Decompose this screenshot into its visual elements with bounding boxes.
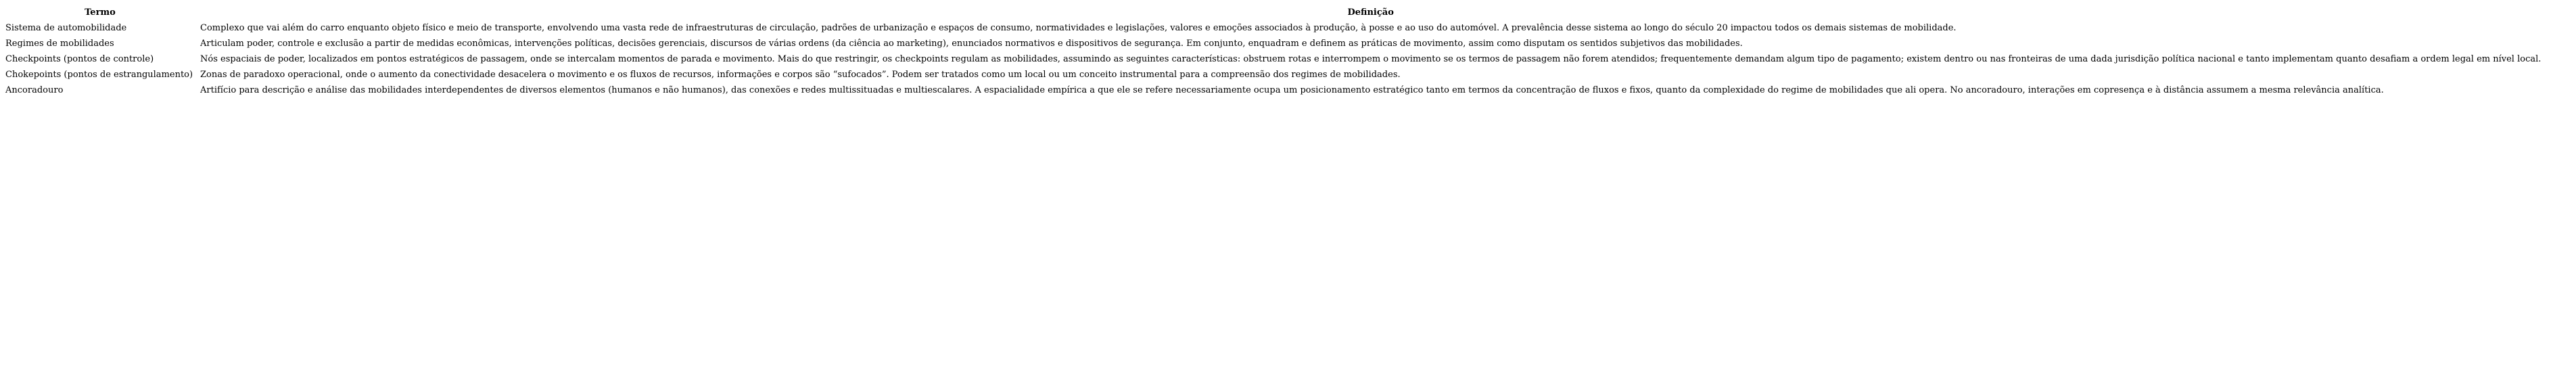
table-row xyxy=(3,20,2544,36)
table-row xyxy=(3,67,2544,83)
table-row xyxy=(3,36,2544,51)
term-cell: Chokepoints (pontos de estrangulamento) xyxy=(5,70,193,80)
definition-cell: Nós espaciais de poder, localizados em pontos estratégicos de passagem, onde se intercalam momentos de parada e movimento. Mais do que restringir, os checkpoints regulam as mobilidades, assumindo as seguintes características: obstruem rotas e interrompem o movimento se os termos de passagem não forem atendidos; frequentemente demandam algum tipo de pagamento; existem dentro ou nas fronteiras de uma dada jurisdição política nacional e tanto implementam quanto desafiam a ordem legal em nível local. xyxy=(200,54,2542,64)
term-cell: Regimes de mobilidades xyxy=(5,39,114,49)
definition-cell: Artifício para descrição e análise das mobilidades interdependentes de diversos elementos (humanos e não humanos), das conexões e redes multissituadas e multiescalares. A espacialidade empírica a que ele se refere necessariamente ocupa um posicionamento estratégico tanto em termos da concentração de fluxos e fixos, quanto da complexidade do regime de mobilidades que ali opera. No ancoradouro, interações em copresença e à distância assumem a mesma relevância analítica. xyxy=(200,85,2384,95)
term-cell: Ancoradouro xyxy=(5,85,64,95)
table-row xyxy=(3,51,2544,67)
definition-cell: Zonas de paradoxo operacional, onde o aumento da conectividade desacelera o movimento e os fluxos de recursos, informações e corpos são “sufocados”. Podem ser tratados como um local ou um conceito instrumental para a compreensão dos regimes de mobilidades. xyxy=(200,70,1401,80)
table-header xyxy=(3,5,2544,20)
glossary-table xyxy=(3,5,2544,98)
term-cell: Sistema de automobilidade xyxy=(5,23,127,33)
term-cell: Checkpoints (pontos de controle) xyxy=(5,54,154,64)
definition-cell: Articulam poder, controle e exclusão a partir de medidas econômicas, intervenções políticas, decisões gerenciais, discursos de várias ordens (da ciência ao marketing), enunciados normativos e dispositivos de segurança. Em conjunto, enquadram e definem as práticas de movimento, assim como disputam os sentidos subjetivos das mobilidades. xyxy=(200,39,1743,49)
definition-cell: Complexo que vai além do carro enquanto objeto físico e meio de transporte, envolvendo uma vasta rede de infraestruturas de circulação, padrões de urbanização e espaços de consumo, normatividades e legislações, valores e emoções associados à produção, à posse e ao uso do automóvel. A prevalência desse sistema ao longo do século 20 impactou todos os demais sistemas de mobilidade. xyxy=(200,23,1957,33)
column-header-term: Termo xyxy=(85,7,116,18)
table-row xyxy=(3,83,2544,98)
table-body xyxy=(3,20,2544,98)
column-header-definition: Definição xyxy=(1347,7,1394,18)
header-row xyxy=(3,5,2544,20)
